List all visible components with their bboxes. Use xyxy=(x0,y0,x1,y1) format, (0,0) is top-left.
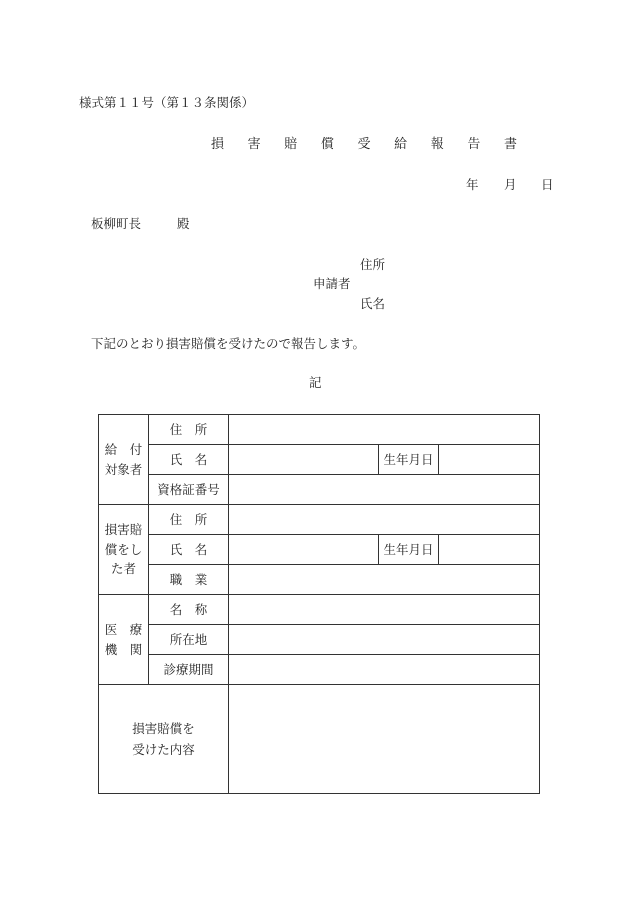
table-row xyxy=(99,565,540,595)
medical-location-label: 所在地 xyxy=(149,625,229,655)
medical-group-line2: 機 関 xyxy=(104,641,143,657)
payer-birthdate-label: 生年月日 xyxy=(379,535,439,565)
medical-group-label xyxy=(99,595,149,685)
recipient-cert-field[interactable] xyxy=(229,475,540,505)
ki-label: 記 xyxy=(309,375,322,390)
recipient-cert-label: 資格証番号 xyxy=(149,475,229,505)
recipient-birthdate-label: 生年月日 xyxy=(379,445,439,475)
medical-location-field[interactable] xyxy=(229,625,540,655)
content-label-line2: 受けた内容 xyxy=(132,742,195,757)
payer-birthdate-field[interactable] xyxy=(439,535,540,565)
form-number: 様式第１１号（第１３条関係） xyxy=(79,95,255,110)
body-text: 下記のとおり損害賠償を受けたので報告します。 xyxy=(91,336,366,351)
payer-group-line1: 損害賠 xyxy=(104,522,143,538)
payer-group-line2: 償をし xyxy=(104,541,143,557)
date-day-label: 日 xyxy=(541,177,554,192)
date-year-label: 年 xyxy=(466,177,479,192)
medical-name-label: 名 称 xyxy=(149,595,229,625)
addressee: 板柳町長 xyxy=(91,216,142,231)
recipient-address-field[interactable] xyxy=(229,415,540,445)
payer-occupation-label: 職 業 xyxy=(149,565,229,595)
table-row xyxy=(99,475,540,505)
recipient-birthdate-field[interactable] xyxy=(439,445,540,475)
recipient-group-line2: 対象者 xyxy=(104,461,143,477)
recipient-name-label: 氏 名 xyxy=(149,445,229,475)
table-row xyxy=(99,415,540,445)
table-row xyxy=(99,505,540,535)
applicant-label: 申請者 xyxy=(313,276,351,291)
report-table xyxy=(98,414,540,794)
addressee-honorific: 殿 xyxy=(177,216,190,231)
applicant-name-label: 氏名 xyxy=(360,296,386,311)
table-row xyxy=(99,625,540,655)
medical-group-line1: 医 療 xyxy=(104,622,143,638)
payer-name-label: 氏 名 xyxy=(149,535,229,565)
table-row xyxy=(99,685,540,794)
table-row xyxy=(99,595,540,625)
content-field[interactable] xyxy=(229,685,540,794)
payer-address-field[interactable] xyxy=(229,505,540,535)
table-row xyxy=(99,535,540,565)
payer-group-label xyxy=(99,505,149,595)
payer-group-line3: た者 xyxy=(110,561,136,577)
recipient-name-field[interactable] xyxy=(229,445,379,475)
table-row xyxy=(99,445,540,475)
content-label xyxy=(99,685,229,794)
date-month-label: 月 xyxy=(504,177,517,192)
payer-occupation-field[interactable] xyxy=(229,565,540,595)
applicant-address-label: 住所 xyxy=(360,257,386,272)
document-title: 損 害 賠 償 受 給 報 告 書 xyxy=(211,137,527,152)
payer-name-field[interactable] xyxy=(229,535,379,565)
recipient-group-label xyxy=(99,415,149,505)
content-label-line1: 損害賠償を xyxy=(132,720,195,736)
recipient-address-label: 住 所 xyxy=(149,415,229,445)
table-row xyxy=(99,655,540,685)
medical-period-field[interactable] xyxy=(229,655,540,685)
medical-name-field[interactable] xyxy=(229,595,540,625)
payer-address-label: 住 所 xyxy=(149,505,229,535)
recipient-group-line1: 給 付 xyxy=(104,442,143,458)
medical-period-label: 診療期間 xyxy=(149,655,229,685)
